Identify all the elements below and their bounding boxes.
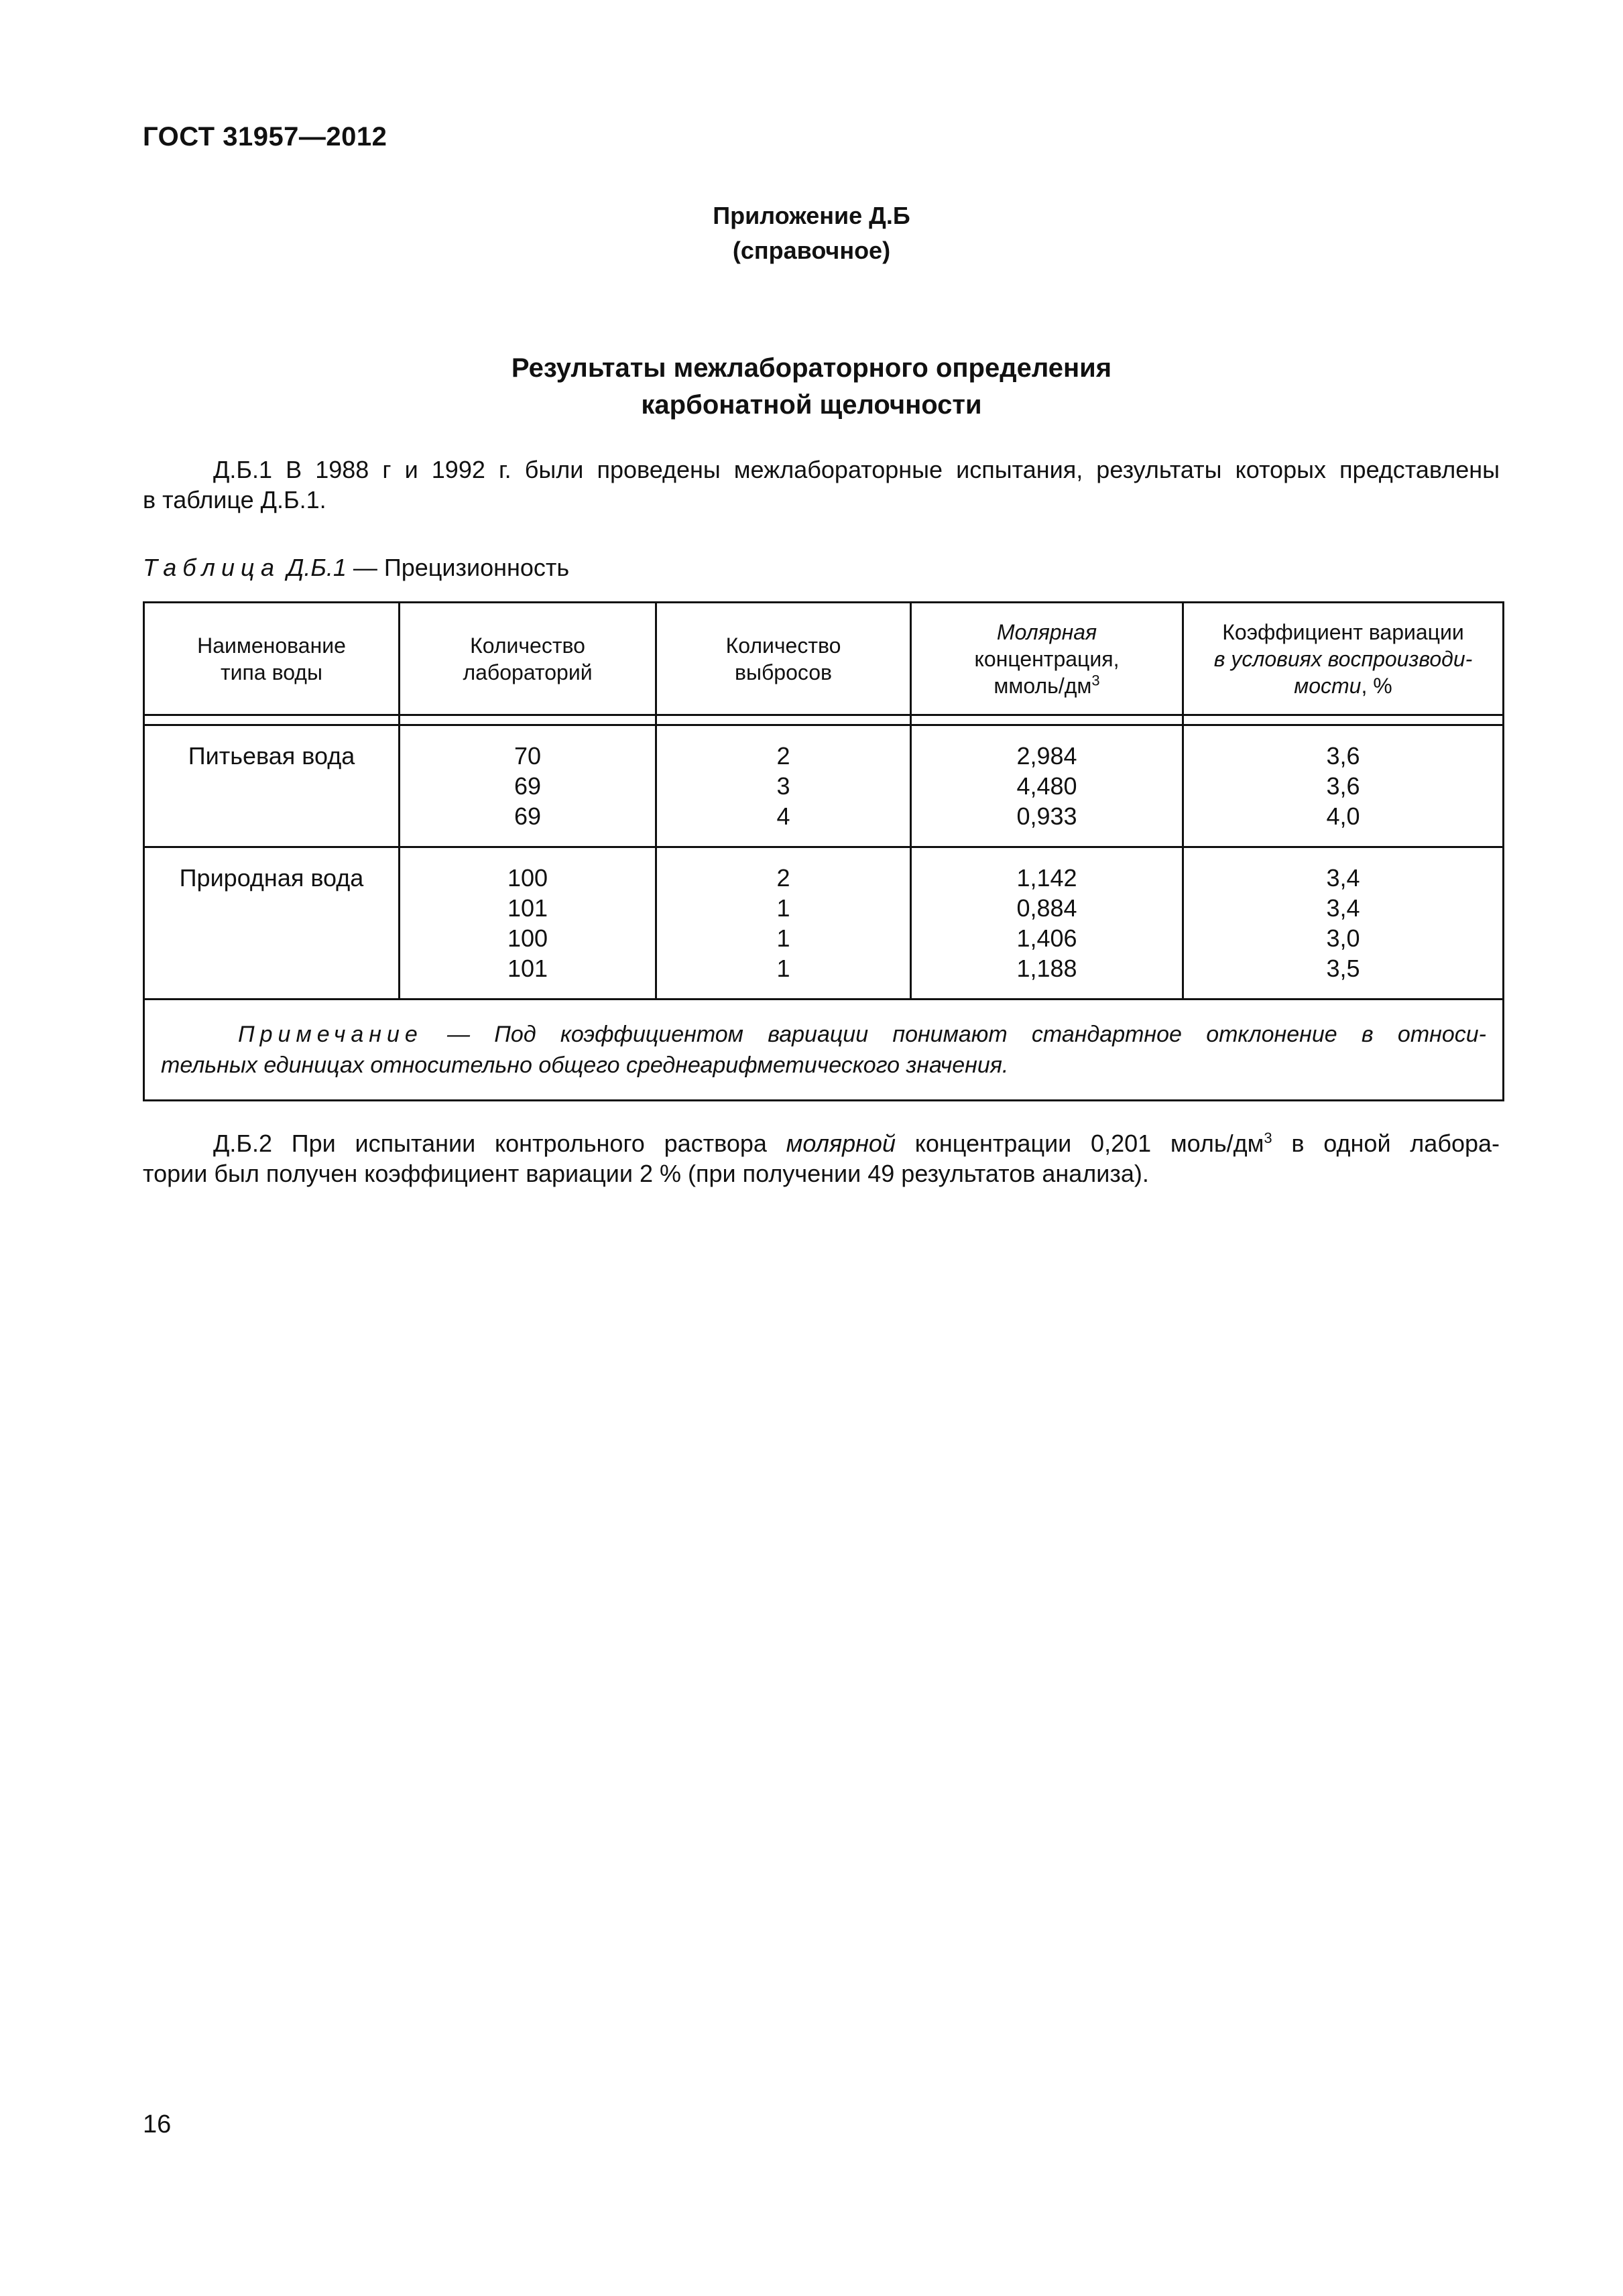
appendix-title: Приложение Д.Б <box>713 202 910 229</box>
header-outlier-count: Количество выбросов <box>656 603 911 715</box>
table-header-row <box>144 603 1504 715</box>
variation-cell: 3,6 3,6 4,0 <box>1183 725 1504 847</box>
lab-count-cell: 70 69 69 <box>400 725 656 847</box>
table-note <box>144 1000 1504 1101</box>
table-row-natural-water <box>144 847 1504 1000</box>
page-number: 16 <box>143 2110 172 2138</box>
paragraph-1-line1: Д.Б.1 В 1988 г и 1992 г. были проведены межлабораторные испытания, результаты которых представлены <box>213 456 1500 483</box>
variation-cell: 3,4 3,4 3,0 3,5 <box>1183 847 1504 1000</box>
water-type-cell: Природная вода <box>144 847 400 1000</box>
appendix-subtitle: (справочное) <box>732 237 891 264</box>
note-label: Примечание <box>238 1022 423 1047</box>
outlier-count-cell: 2 1 1 1 <box>656 847 911 1000</box>
table-caption-text: — Прецизионность <box>346 554 570 581</box>
paragraph-2-line2: тории был получен коэффициент вариации 2 % (при получении 49 результатов анализа). <box>143 1160 1149 1187</box>
table-caption-number: Д.Б.1 <box>287 554 347 581</box>
appendix-heading <box>0 198 1623 268</box>
lab-count-cell: 100 101 100 101 <box>400 847 656 1000</box>
water-type-cell: Питьевая вода <box>144 725 400 847</box>
header-separator <box>144 715 1504 725</box>
header-water-type: Наименование типа воды <box>144 603 400 715</box>
precision-table <box>143 601 1504 1101</box>
note-line1: — Под коэффициентом вариации понимают стандартное отклонение в относи- <box>422 1022 1486 1047</box>
paragraph-2: Д.Б.2 При испытании контрольного раствора молярной концентрации 0,201 моль/$дм^3$ в одной лабора- тории был получен коэффициент вариации 2 % (при получении 49 результатов анализа). <box>143 1130 1500 1187</box>
header-molar-concentration: Молярная концентрация, ммоль/$дм^3$ <box>911 603 1183 715</box>
section-title <box>0 350 1623 424</box>
outlier-count-cell: 2 3 4 <box>656 725 911 847</box>
section-title-line1: Результаты межлабораторного определения <box>511 353 1112 383</box>
paragraph-1 <box>143 455 1500 515</box>
table-note-row <box>144 1000 1504 1101</box>
table-caption-label: Таблица <box>143 554 281 581</box>
document-code: ГОСТ 31957—2012 <box>143 122 387 152</box>
paragraph-1-line2: в таблице Д.Б.1. <box>143 486 326 513</box>
header-lab-count: Количество лабораторий <box>400 603 656 715</box>
concentration-cell: 1,142 0,884 1,406 1,188 <box>911 847 1183 1000</box>
note-line2: тельных единицах относительно общего среднеарифметического значения. <box>161 1052 1009 1078</box>
header-variation-coefficient: Коэффициент вариации в условиях воспроизводи- мости, % <box>1183 603 1504 715</box>
concentration-cell: 2,984 4,480 0,933 <box>911 725 1183 847</box>
section-title-line2: карбонатной щелочности <box>641 390 982 420</box>
table-row-drinking-water <box>144 725 1504 847</box>
table-caption <box>143 554 569 582</box>
